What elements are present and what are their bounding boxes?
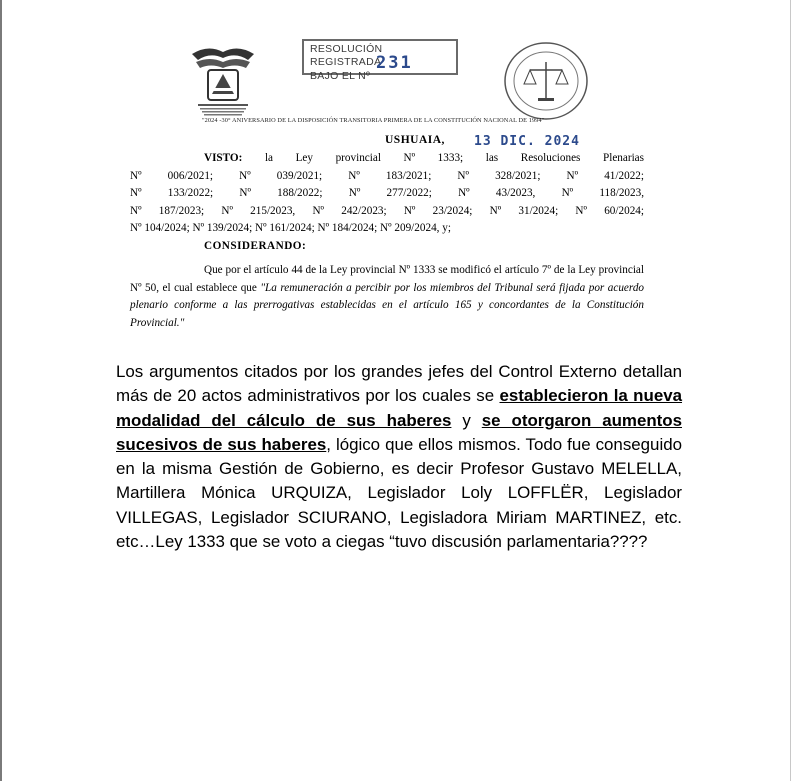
stamp-title: RESOLUCIÓN REGISTRADA <box>310 43 383 68</box>
anniversary-line: "2024 -30° ANIVERSARIO DE LA DISPOSICIÓN TRANSITORIA PRIMERA DE LA CONSTITUCIÓN NACIONAL DE 1994" <box>202 117 545 124</box>
commentary-part-2: y <box>451 410 482 430</box>
visto-line-5: Nº 104/2024; Nº 139/2024; Nº 161/2024; Nº 184/2024; Nº 209/2024, y; <box>130 222 451 234</box>
commentary-emphasis-2: se otorgaron aumentos sucesivos de sus haberes <box>116 410 682 454</box>
scanned-resolution <box>130 30 655 352</box>
stamp-label: BAJO EL Nº <box>310 70 371 82</box>
registration-stamp <box>302 39 458 82</box>
visto-label: VISTO: <box>204 152 243 164</box>
considerando-label: CONSIDERANDO: <box>204 240 307 252</box>
visto-line-3: Nº 133/2022; Nº 188/2022; Nº 277/2022; Nº 43/2023, Nº 118/2023, <box>130 187 644 199</box>
stamp-number: 231 <box>376 53 413 73</box>
resolution-date: 13 DIC. 2024 <box>474 134 580 149</box>
considerando-paragraph <box>130 262 644 332</box>
page-right-border <box>790 0 791 781</box>
commentary-paragraph <box>116 360 682 554</box>
visto-line-1: la Ley provincial Nº 1333; las Resoluciones Plenarias <box>264 152 645 164</box>
commentary-part-1: Los argumentos citados por los grandes jefes del Control Externo detallan más de 20 actos administrativos por los cuales se <box>116 362 682 406</box>
visto-paragraph <box>130 150 644 238</box>
page-left-border <box>0 0 2 781</box>
tribunal-seal-icon <box>502 40 590 122</box>
visto-line-4: Nº 187/2023; Nº 215/2023, Nº 242/2023; Nº 23/2024; Nº 31/2024; Nº 60/2024; <box>130 204 644 217</box>
commentary-part-3: , lógico que ellos mismos. Todo fue conseguido en la misma Gestión de Gobierno, es decir Profesor Gustavo MELELLA, Martillera Mónica URQUIZA, Legislador Loly LOFFLËR, Legislador VILLEGAS, Legislador SCIURANO, Legisladora Miriam MARTINEZ, etc. etc…Ley 1333 que se voto a ciegas “tuvo discusión parlamentaria???? <box>116 434 682 552</box>
commentary-emphasis-1: establecieron la nueva modalidad del cálculo de sus haberes <box>116 386 683 430</box>
tribunal-crest-logo <box>188 44 258 120</box>
visto-line-2: Nº 006/2021; Nº 039/2021; Nº 183/2021; Nº 328/2021; Nº 41/2022; <box>130 169 644 182</box>
considerando-text: Que por el artículo 44 de la Ley provincial Nº 1333 se modificó el artículo 7º de la Ley provincial Nº 50, el cual establece que <box>130 264 644 294</box>
considerando-quote: "La remuneración a percibir por los miembros del Tribunal será fijada por acuerdo plenario conforme a las prerrogativas establecidas en el artículo 165 y concordantes de la Constitución Provincial." <box>130 281 645 329</box>
resolution-place: USHUAIA, <box>385 134 445 146</box>
